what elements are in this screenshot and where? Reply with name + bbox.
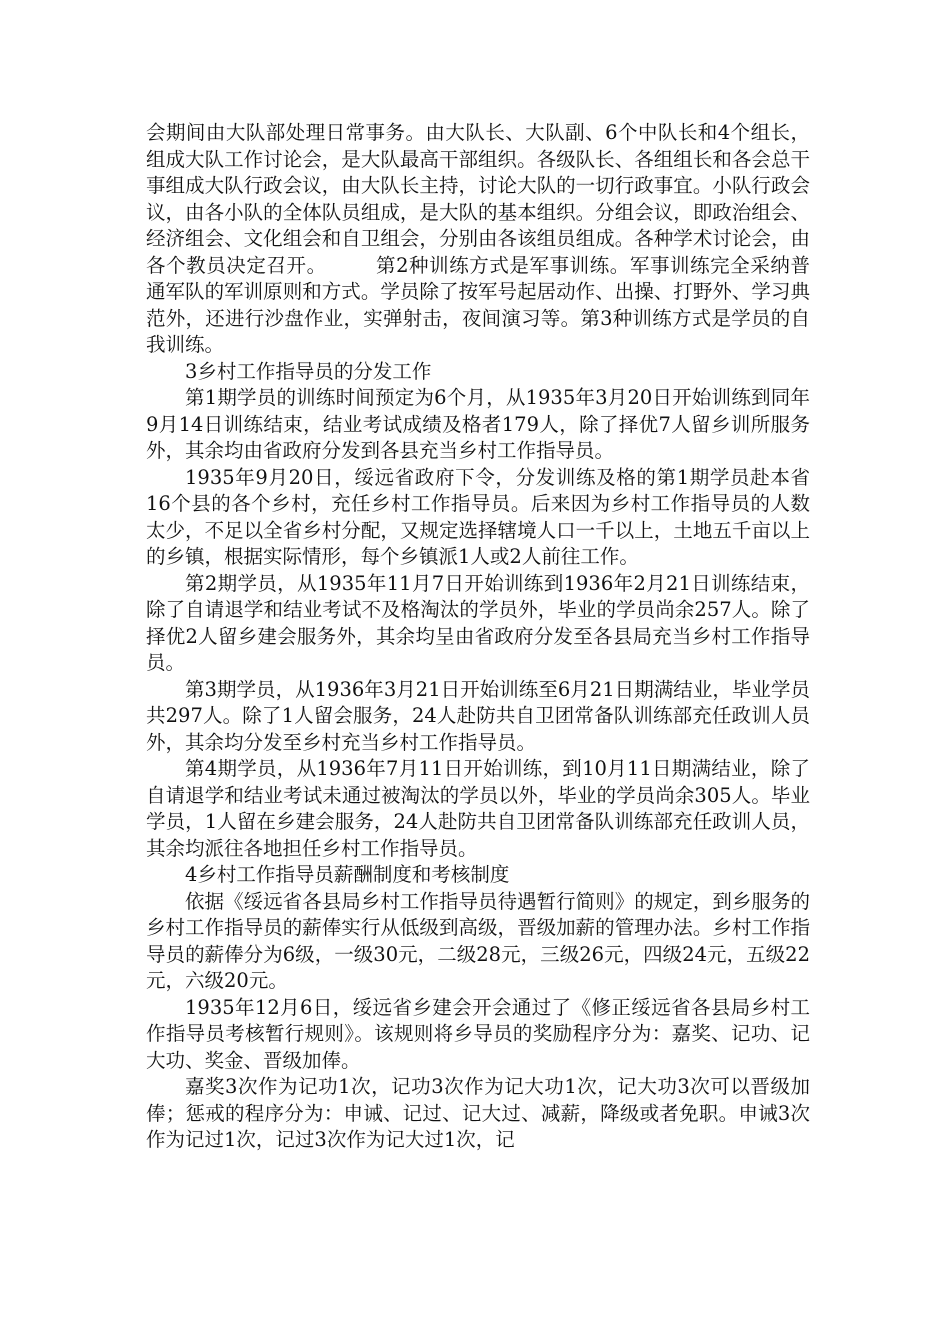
- paragraph-training-methods: [146, 120, 810, 359]
- document-body: [146, 120, 810, 1154]
- paragraph: 第4期学员，从1936年7月11日开始训练，到10月11日期满结业，除了自请退学和结业考试未通过被淘汰的学员以外，毕业的学员尚余305人。毕业学员，1人留在乡建会服务，24人赴防共自卫团常备队训练部充任政训人员，其余均派往各地担任乡村工作指导员。: [146, 757, 810, 860]
- paragraph: 依据《绥远省各县局乡村工作指导员待遇暂行简则》的规定，到乡服务的乡村工作指导员的薪俸实行从低级到高级，晋级加薪的管理办法。乡村工作指导员的薪俸分为6级，一级30元，二级28元，三级26元，四级24元，五级22元，六级20元。: [146, 889, 810, 992]
- paragraph: 第2期学员，从1935年11月7日开始训练到1936年2月21日训练结束，除了自请退学和结业考试不及格淘汰的学员外，毕业的学员尚余257人。除了择优2人留乡建会服务外，其余均呈由省政府分发至各县局充当乡村工作指导员。: [146, 571, 810, 674]
- section-heading-3: 3乡村工作指导员的分发工作: [185, 359, 432, 383]
- paragraph: 嘉奖3次作为记功1次，记功3次作为记大功1次，记大功3次可以晋级加俸；惩戒的程序分为：申诫、记过、记大过、减薪，降级或者免职。申诫3次作为记过1次，记过3次作为记大过1次，记: [146, 1075, 810, 1151]
- paragraph: 第1期学员的训练时间预定为6个月，从1935年3月20日开始训练到同年9月14日训练结束，结业考试成绩及格者179人，除了择优7人留乡训所服务外，其余均由省政府分发到各县充当乡村工作指导员。: [146, 386, 810, 462]
- section-heading-4: 4乡村工作指导员薪酬制度和考核制度: [185, 863, 510, 886]
- paragraph-text: 会期间由大队部处理日常事务。由大队长、大队副、6个中队长和4个组长，组成大队工作讨论会，是大队最高干部组织。各级队长、各组组长和各会总干事组成大队行政会议，由大队长主持，讨论大队的一切行政事宜。小队行政会议，由各小队的全体队员组成，是大队的基本组织。分组会议，即政治组会、经济组会、文化组会和自卫组会，分别由各该组员组成。各种学术讨论会，由各个教员决定召开。: [146, 121, 810, 277]
- paragraph-text: 第2种训练方式是军事训练。军事训练完全采纳普通军队的军训原则和方式。学员除了按军号起居动作、出操、打野外、学习典范外，还进行沙盘作业，实弹射击，夜间演习等。第3种训练方式是学员的自我训练。: [146, 253, 810, 356]
- paragraph: 1935年12月6日，绥远省乡建会开会通过了《修正绥远省各县局乡村工作指导员考核暂行规则》。该规则将乡导员的奖励程序分为：嘉奖、记功、记大功、奖金、晋级加俸。: [146, 995, 810, 1072]
- paragraph: 1935年9月20日，绥远省政府下令，分发训练及格的第1期学员赴本省16个县的各个乡村，充任乡村工作指导员。后来因为乡村工作指导员的人数太少，不足以全省乡村分配，又规定选择辖境人口一千以上，土地五千亩以上的乡镇，根据实际情形，每个乡镇派1人或2人前往工作。: [146, 465, 810, 568]
- paragraph: 第3期学员，从1936年3月21日开始训练至6月21日期满结业，毕业学员共297人。除了1人留会服务，24人赴防共自卫团常备队训练部充任政训人员外，其余均分发至乡村充当乡村工作指导员。: [146, 677, 810, 754]
